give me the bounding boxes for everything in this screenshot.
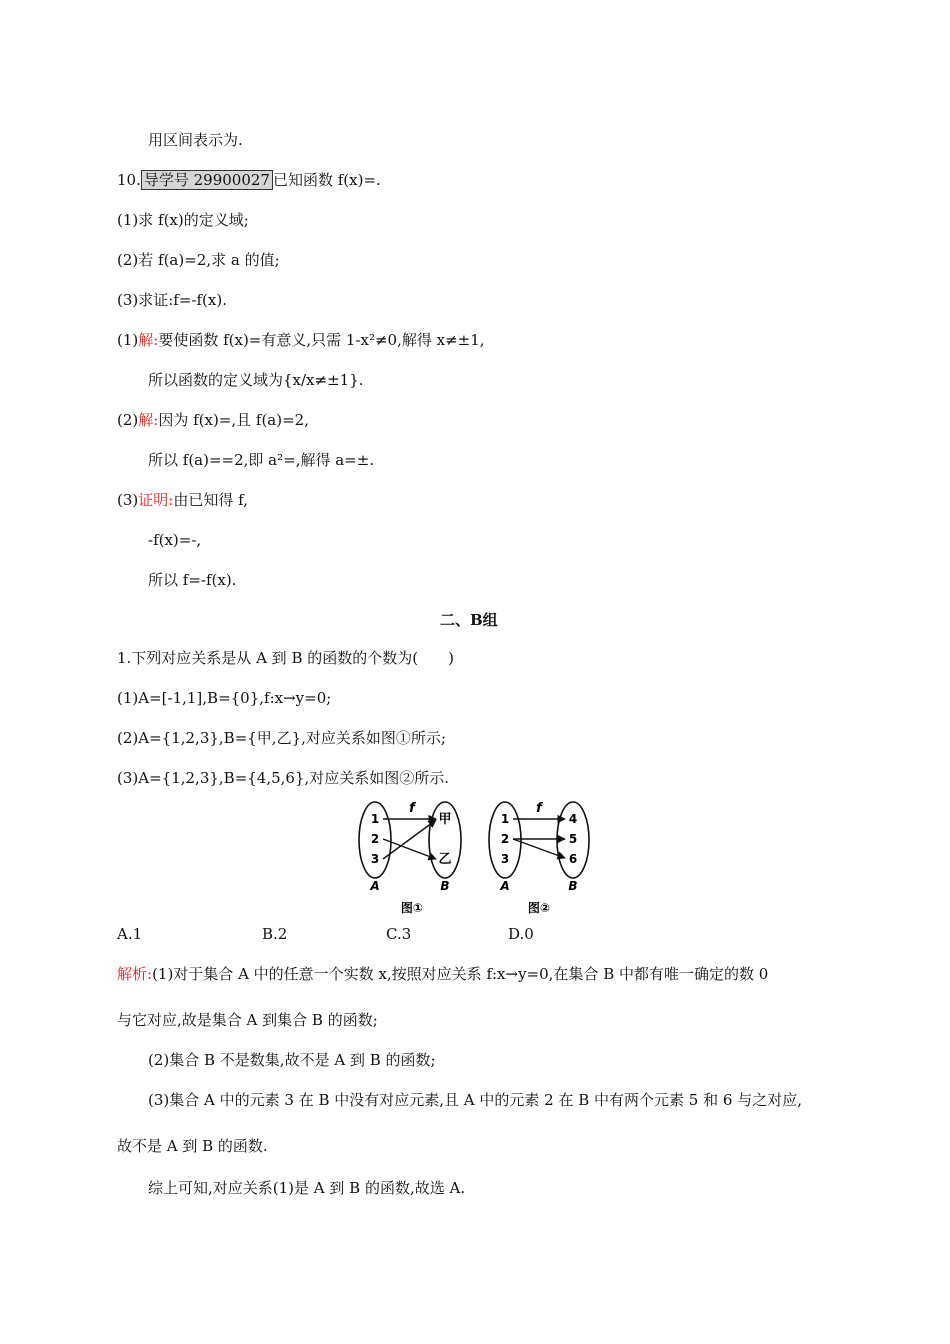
q1-condition-2: (2)A={1,2,3},B={甲,乙},对应关系如图①所示; (117, 729, 446, 747)
set-b-label: B (568, 879, 578, 893)
analysis-line-2: (2)集合 B 不是数集,故不是 A 到 B 的函数; (148, 1051, 436, 1069)
figure-caption: 图① (400, 901, 424, 915)
guide-number-badge[interactable]: 导学号 29900027 (141, 170, 273, 190)
q10-solution-3-cont-1: -f(x)=-, (148, 531, 202, 549)
solution-text: 由已知得 f, (173, 491, 248, 509)
option-b[interactable]: B.2 (262, 925, 288, 943)
solution-text: 要使函数 f(x)=有意义,只需 1-x²≠0,解得 x≠±1, (158, 331, 485, 349)
solution-prefix: (3) (117, 491, 139, 509)
section-heading: 二、B组 (440, 611, 498, 629)
figure-2 (489, 801, 589, 915)
q1-condition-3: (3)A={1,2,3},B={4,5,6},对应关系如图②所示. (117, 769, 450, 787)
analysis-line-1 (117, 964, 768, 984)
figure-1 (359, 801, 461, 915)
set-a-item: 3 (500, 852, 510, 866)
question-stem-text: 已知函数 f(x)=. (272, 171, 381, 189)
set-a-item: 3 (370, 852, 380, 866)
question-1-stem: 1.下列对应关系是从 A 到 B 的函数的个数为( ) (117, 649, 454, 667)
set-b-item: 甲 (438, 812, 452, 827)
set-a-item: 2 (370, 832, 380, 846)
q10-solution-2 (117, 410, 309, 430)
option-c[interactable]: C.3 (386, 925, 412, 943)
analysis-line-1-cont: 与它对应,故是集合 A 到集合 B 的函数; (117, 1011, 378, 1029)
solution-label: 解: (138, 411, 159, 429)
set-a-item: 1 (500, 812, 510, 826)
analysis-label: 解析: (117, 965, 153, 983)
mapping-figures (345, 798, 605, 920)
question-10-stem (117, 170, 381, 190)
mapping-f-label: f (536, 801, 542, 816)
proof-label: 证明: (138, 491, 174, 509)
q1-condition-1: (1)A=[-1,1],B={0},f:x→y=0; (117, 689, 332, 707)
set-b-item: 4 (568, 812, 578, 826)
q10-part-2: (2)若 f(a)=2,求 a 的值; (117, 251, 280, 269)
figure-caption: 图② (527, 901, 551, 915)
mapping-f-label: f (409, 801, 415, 816)
set-a-item: 2 (500, 832, 510, 846)
set-b-label: B (440, 879, 450, 893)
analysis-line-3-cont: 故不是 A 到 B 的函数. (117, 1137, 268, 1155)
option-a[interactable]: A.1 (117, 925, 143, 943)
solution-prefix: (2) (117, 411, 139, 429)
set-b-item: 5 (568, 832, 578, 846)
option-d[interactable]: D.0 (508, 925, 534, 943)
set-a-label: A (370, 879, 380, 893)
analysis-conclusion: 综上可知,对应关系(1)是 A 到 B 的函数,故选 A. (148, 1179, 466, 1197)
solution-prefix: (1) (117, 331, 139, 349)
q10-solution-3-cont-2: 所以 f=-f(x). (148, 571, 237, 589)
set-b-item: 乙 (438, 852, 452, 867)
q10-part-3: (3)求证:f=-f(x). (117, 291, 227, 309)
q10-solution-1 (117, 330, 485, 350)
set-a-item: 1 (370, 812, 380, 826)
q10-part-1: (1)求 f(x)的定义域; (117, 211, 249, 229)
q10-solution-1-cont: 所以函数的定义域为{x/x≠±1}. (148, 371, 364, 389)
set-b-item: 6 (568, 852, 578, 866)
interval-line: 用区间表示为. (148, 131, 243, 149)
solution-label: 解: (138, 331, 159, 349)
analysis-text: (1)对于集合 A 中的任意一个实数 x,按照对应关系 f:x→y=0,在集合 B 中都有唯一确定的数 0 (152, 965, 769, 983)
q10-solution-3 (117, 490, 248, 510)
question-number: 10. (117, 171, 141, 189)
q10-solution-2-cont: 所以 f(a)==2,即 a²=,解得 a=±. (148, 451, 375, 469)
set-a-label: A (500, 879, 510, 893)
solution-text: 因为 f(x)=,且 f(a)=2, (158, 411, 309, 429)
analysis-line-3: (3)集合 A 中的元素 3 在 B 中没有对应元素,且 A 中的元素 2 在 B 中有两个元素 5 和 6 与之对应, (148, 1091, 802, 1109)
